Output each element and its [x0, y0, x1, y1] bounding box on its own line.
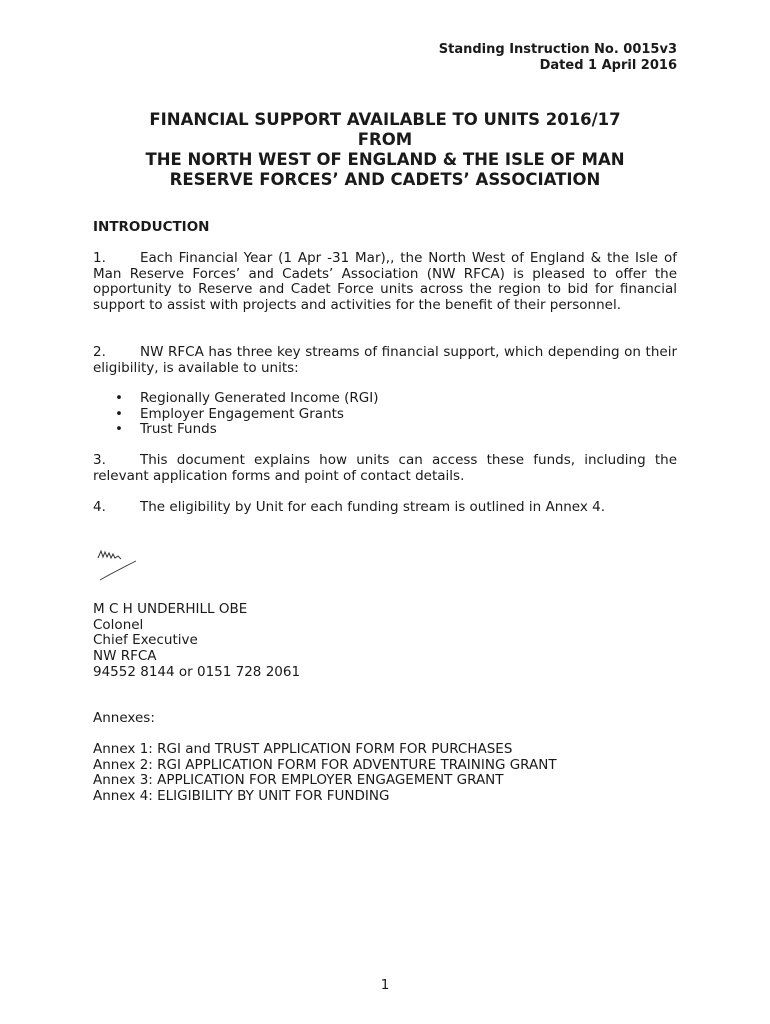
signatory-block [93, 602, 300, 680]
paragraph-text: This document explains how units can access these funds, including the relevant application forms and point of contact details. [93, 452, 677, 484]
signatory-organisation: NW RFCA [93, 648, 157, 665]
paragraph-4 [93, 500, 677, 516]
bullet-icon: • [115, 390, 123, 406]
introduction-heading: INTRODUCTION [93, 219, 210, 235]
signature-icon [96, 548, 138, 582]
list-item [115, 391, 379, 407]
paragraph-number: 3. [93, 452, 106, 468]
annexes-heading: Annexes: [93, 710, 155, 726]
signatory-phone: 94552 8144 or 0151 728 2061 [93, 663, 301, 680]
funding-streams-list [115, 391, 379, 438]
list-item-text: Regionally Generated Income (RGI) [140, 390, 379, 406]
paragraph-2 [93, 345, 677, 376]
title-line-2: FROM [357, 130, 413, 149]
paragraph-number: 1. [93, 250, 106, 266]
list-item [115, 407, 379, 423]
paragraph-3 [93, 453, 677, 484]
signatory-name: M C H UNDERHILL OBE [93, 601, 248, 617]
signatory-rank: Colonel [93, 616, 144, 633]
paragraph-text: Each Financial Year (1 Apr -31 Mar),, the North West of England & the Isle of Man Reserve Forces’ and Cadets’ Association (NW RFCA) is pleased to offer the opportunity to Reserve and Cadet Force units across the region to bid for financial support to assist with projects and activities for the benefit of their personnel. [93, 250, 677, 314]
annex-item-3: Annex 3: APPLICATION FOR EMPLOYER ENGAGEMENT GRANT [93, 772, 504, 789]
paragraph-number: 2. [93, 344, 106, 360]
paragraph-number: 4. [93, 499, 106, 515]
title-line-1: FINANCIAL SUPPORT AVAILABLE TO UNITS 2016/17 [149, 110, 621, 129]
annex-item-1: Annex 1: RGI and TRUST APPLICATION FORM FOR PURCHASES [93, 741, 513, 757]
annexes-list [93, 742, 557, 805]
title-line-3: THE NORTH WEST OF ENGLAND & THE ISLE OF MAN [145, 150, 625, 169]
document-date: Dated 1 April 2016 [539, 58, 677, 73]
list-item-text: Trust Funds [140, 421, 217, 438]
bullet-icon: • [115, 405, 123, 422]
paragraph-text: The eligibility by Unit for each funding stream is outlined in Annex 4. [140, 499, 606, 515]
signatory-role: Chief Executive [93, 632, 198, 649]
page-number: 1 [380, 977, 390, 993]
paragraph-text: NW RFCA has three key streams of financial support, which depending on their eligibility, is available to units: [93, 344, 677, 376]
paragraph-1 [93, 251, 677, 314]
annex-item-4: Annex 4: ELIGIBILITY BY UNIT FOR FUNDING [93, 788, 390, 805]
title-line-4: RESERVE FORCES’ AND CADETS’ ASSOCIATION [169, 170, 601, 189]
annex-item-2: Annex 2: RGI APPLICATION FORM FOR ADVENTURE TRAINING GRANT [93, 756, 557, 773]
list-item-text: Employer Engagement Grants [140, 405, 344, 422]
bullet-icon: • [115, 421, 123, 438]
standing-instruction-number: Standing Instruction No. 0015v3 [438, 42, 677, 57]
list-item [115, 422, 379, 438]
